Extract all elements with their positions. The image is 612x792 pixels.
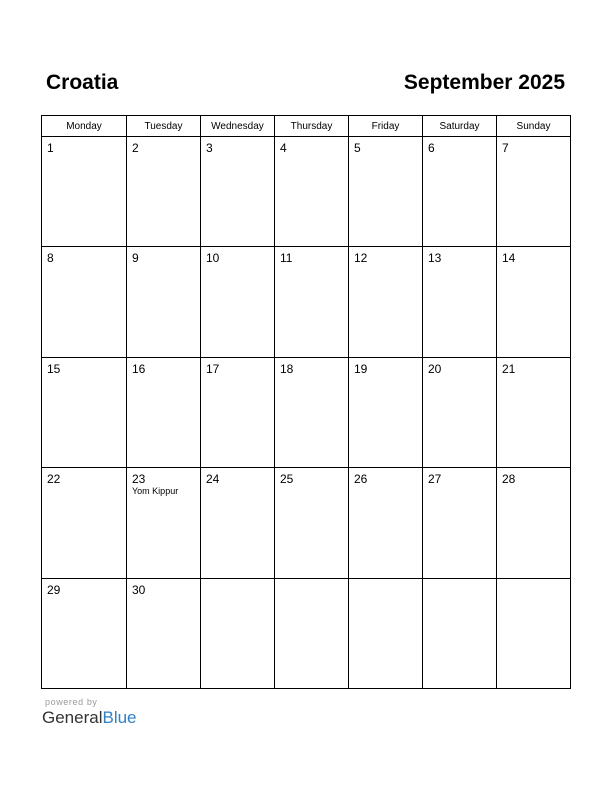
day-number: 29	[47, 582, 61, 597]
day-cell	[201, 247, 275, 357]
day-cell	[497, 137, 571, 247]
day-cell	[127, 357, 201, 467]
day-number: 27	[428, 472, 442, 487]
day-cell	[127, 137, 201, 247]
week-row	[42, 137, 571, 247]
day-cell	[42, 247, 127, 357]
logo-text-general: General	[42, 708, 103, 727]
day-number: 21	[502, 361, 516, 376]
day-number: 18	[280, 361, 294, 376]
day-number: 9	[132, 251, 139, 266]
day-number: 17	[206, 361, 220, 376]
week-row	[42, 468, 571, 578]
day-cell	[349, 137, 423, 247]
day-cell	[127, 468, 201, 578]
day-number: 5	[354, 141, 361, 155]
day-cell	[42, 357, 127, 467]
day-number: 12	[354, 251, 368, 266]
holiday-label: Yom Kippur	[132, 486, 179, 497]
day-number: 15	[47, 361, 61, 376]
day-cell	[497, 468, 571, 578]
weekday-header: Friday	[349, 116, 423, 137]
day-cell	[201, 578, 275, 688]
day-number: 24	[206, 472, 220, 487]
day-number: 22	[47, 472, 61, 487]
day-number: 7	[502, 141, 509, 155]
day-cell	[275, 137, 349, 247]
day-cell	[127, 578, 201, 688]
day-cell	[275, 247, 349, 357]
day-cell	[42, 137, 127, 247]
day-cell	[423, 247, 497, 357]
day-cell	[423, 578, 497, 688]
day-cell	[423, 137, 497, 247]
calendar-grid	[41, 115, 571, 689]
month-year-title: September 2025	[403, 71, 565, 94]
day-cell	[275, 357, 349, 467]
day-number: 23	[132, 472, 146, 487]
day-cell	[201, 468, 275, 578]
weekday-header: Wednesday	[201, 116, 275, 137]
country-title: Croatia	[46, 71, 119, 94]
generalblue-logo[interactable]	[42, 708, 137, 728]
weekday-header: Monday	[42, 116, 127, 137]
day-number: 26	[354, 472, 368, 487]
week-row	[42, 247, 571, 357]
day-number: 1	[47, 141, 54, 155]
day-number: 14	[502, 251, 516, 266]
day-number: 16	[132, 361, 146, 376]
day-number: 25	[280, 472, 294, 487]
week-row	[42, 357, 571, 467]
day-cell	[349, 357, 423, 467]
logo-text-blue: Blue	[102, 708, 137, 727]
day-cell	[127, 247, 201, 357]
powered-by-text: powered by	[45, 697, 98, 707]
day-number: 13	[428, 251, 442, 266]
day-cell	[42, 578, 127, 688]
day-number: 19	[354, 361, 368, 376]
weekday-header-row	[42, 116, 571, 137]
day-cell	[275, 578, 349, 688]
day-number: 4	[280, 141, 287, 155]
weekday-header: Sunday	[497, 116, 571, 137]
day-cell	[497, 247, 571, 357]
day-number: 28	[502, 472, 516, 487]
day-number: 30	[132, 582, 146, 597]
day-number: 10	[206, 251, 220, 266]
day-cell	[497, 357, 571, 467]
day-number: 8	[47, 251, 54, 266]
day-number: 20	[428, 361, 442, 376]
day-cell	[275, 468, 349, 578]
week-row	[42, 578, 571, 688]
day-cell	[349, 468, 423, 578]
day-number: 2	[132, 141, 139, 155]
day-cell	[201, 137, 275, 247]
weekday-header: Tuesday	[127, 116, 201, 137]
day-cell	[42, 468, 127, 578]
day-cell	[423, 468, 497, 578]
day-cell	[201, 357, 275, 467]
day-cell	[349, 578, 423, 688]
weekday-header: Thursday	[275, 116, 349, 137]
day-number: 11	[280, 251, 293, 266]
day-cell	[497, 578, 571, 688]
day-cell	[349, 247, 423, 357]
weekday-header: Saturday	[423, 116, 497, 137]
day-cell	[423, 357, 497, 467]
day-number: 6	[428, 141, 435, 155]
day-number: 3	[206, 141, 213, 155]
